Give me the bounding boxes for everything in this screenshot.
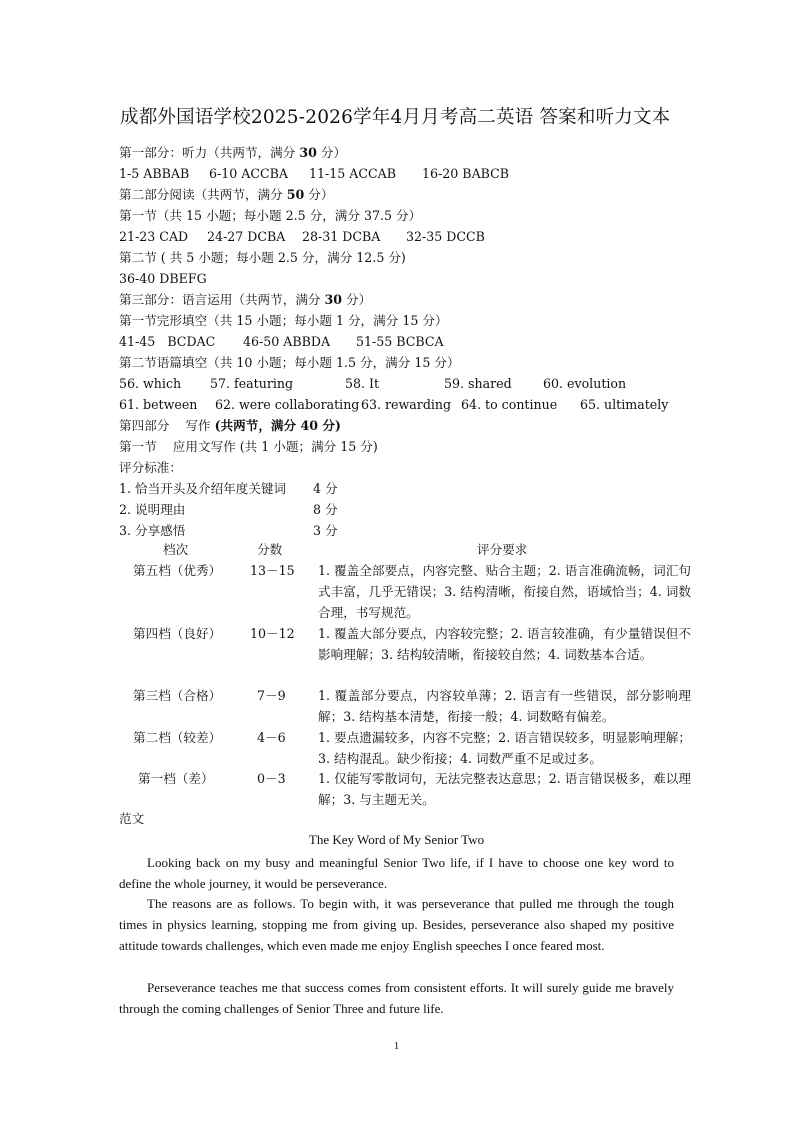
fill-answer: 65. ultimately bbox=[580, 397, 669, 412]
answer-group: 41-45 BCDAC bbox=[119, 334, 216, 349]
table-cell-level: 第二档（较差） bbox=[133, 730, 222, 745]
essay-paragraph: The reasons are as follows. To begin with, it was perseverance that pulled me through the tough times in physics learning, stopping me from giving up. Besides, perseverance also shaped my positive attitude towards challenges, which even made me enjoy English speeches I once feared most. bbox=[119, 896, 674, 953]
criterion-score: 8 分 bbox=[313, 502, 338, 517]
part3-heading: 第三部分：语言运用（共两节，满分 30 分） bbox=[119, 292, 372, 307]
criterion: 2. 说明理由 bbox=[119, 502, 186, 517]
answer-group: 21-23 CAD bbox=[119, 229, 189, 244]
part2-section2-heading: 第二节 ( 共 5 小题；每小题 2.5 分，满分 12.5 分) bbox=[119, 250, 406, 265]
table-cell-level: 第四档（良好） bbox=[133, 626, 222, 641]
table-cell-score: 10－12 bbox=[250, 626, 295, 641]
answer-group: 11-15 ACCAB bbox=[309, 166, 397, 181]
criterion-score: 4 分 bbox=[313, 481, 338, 496]
table-cell-requirement: 1. 要点遗漏较多，内容不完整；2. 语言错误较多，明显影响理解；3. 结构混乱。缺少衔接；4. 词数严重不足或过多。 bbox=[318, 730, 691, 766]
answer-group: 16-20 BABCB bbox=[422, 166, 510, 181]
part2-section1-heading: 第一节（共 15 小题；每小题 2.5 分，满分 37.5 分） bbox=[119, 208, 422, 223]
answer-group: 24-27 DCBA bbox=[207, 229, 286, 244]
table-cell-score: 4－6 bbox=[257, 730, 286, 745]
table-cell-requirement: 1. 仅能写零散词句，无法完整表达意思；2. 语言错误极多，难以理解；3. 与主题无关。 bbox=[318, 771, 691, 807]
fill-answer: 61. between bbox=[119, 397, 198, 412]
table-header: 分数 bbox=[257, 542, 283, 557]
table-cell-level: 第五档（优秀） bbox=[133, 563, 222, 578]
table-cell-level: 第一档（差） bbox=[138, 771, 214, 786]
fill-answer: 59. shared bbox=[444, 376, 512, 391]
part2-heading: 第二部分阅读（共两节，满分 50 分） bbox=[119, 187, 334, 202]
part3-section2-heading: 第二节语篇填空（共 10 小题；每小题 1.5 分，满分 15 分） bbox=[119, 355, 460, 370]
essay-title: The Key Word of My Senior Two bbox=[308, 832, 485, 847]
answer-group: 28-31 DCBA bbox=[302, 229, 381, 244]
fill-answer: 64. to continue bbox=[461, 397, 558, 412]
answer-group: 6-10 ACCBA bbox=[209, 166, 289, 181]
essay-paragraph: Looking back on my busy and meaningful Senior Two life, if I have to choose one key word to define the whole journey, it would be perseverance. bbox=[119, 855, 674, 891]
criterion-score: 3 分 bbox=[313, 523, 338, 538]
essay-paragraph: Perseverance teaches me that success comes from consistent efforts. It will surely guide me bravely through the coming challenges of Senior Three and future life. bbox=[119, 980, 674, 1016]
criteria-heading: 评分标准： bbox=[119, 460, 182, 475]
part4-section1-heading: 第一节 应用文写作 (共 1 小题；满分 15 分) bbox=[119, 439, 378, 454]
table-cell-requirement: 1. 覆盖部分要点，内容较单薄；2. 语言有一些错误，部分影响理解；3. 结构基本清楚，衔接一般；4. 词数略有偏差。 bbox=[318, 688, 691, 724]
page-title: 成都外国语学校2025-2026学年4月月考高二英语 答案和听力文本 bbox=[120, 107, 671, 128]
table-cell-requirement: 1. 覆盖全部要点，内容完整、贴合主题；2. 语言准确流畅，词汇句式丰富，几乎无错误；3. 结构清晰，衔接自然，语域恰当；4. 词数合理，书写规范。 bbox=[318, 563, 691, 620]
answer-group: 51-55 BCBCA bbox=[356, 334, 444, 349]
part1-heading: 第一部分：听力（共两节，满分 30 分） bbox=[119, 145, 347, 160]
answer-group: 36-40 DBEFG bbox=[119, 271, 207, 286]
table-cell-score: 13－15 bbox=[250, 563, 295, 578]
table-cell-score: 7－9 bbox=[257, 688, 286, 703]
fill-answer: 62. were collaborating bbox=[215, 397, 360, 412]
table-cell-level: 第三档（合格） bbox=[133, 688, 222, 703]
table-header: 评分要求 bbox=[477, 542, 528, 557]
answer-group: 32-35 DCCB bbox=[406, 229, 485, 244]
answer-group: 46-50 ABBDA bbox=[243, 334, 331, 349]
part3-section1-heading: 第一节完形填空（共 15 小题；每小题 1 分，满分 15 分） bbox=[119, 313, 448, 328]
essay-label: 范文 bbox=[119, 811, 145, 826]
table-header: 档次 bbox=[163, 542, 189, 557]
fill-answer: 58. It bbox=[345, 376, 380, 391]
fill-answer: 60. evolution bbox=[543, 376, 627, 391]
fill-answer: 63. rewarding bbox=[361, 397, 452, 412]
criterion: 1. 恰当开头及介绍年度关键词 bbox=[119, 481, 287, 496]
page-number: 1 bbox=[393, 1040, 400, 1052]
fill-answer: 56. which bbox=[119, 376, 182, 391]
answer-group: 1-5 ABBAB bbox=[119, 166, 190, 181]
fill-answer: 57. featuring bbox=[210, 376, 294, 391]
part4-heading: 第四部分 写作 (共两节，满分 40 分) bbox=[119, 418, 341, 433]
criterion: 3. 分享感悟 bbox=[119, 523, 186, 538]
table-cell-score: 0－3 bbox=[257, 771, 286, 786]
table-cell-requirement: 1. 覆盖大部分要点，内容较完整；2. 语言较准确，有少量错误但不影响理解；3. 结构较清晰，衔接较自然；4. 词数基本合适。 bbox=[318, 626, 691, 662]
